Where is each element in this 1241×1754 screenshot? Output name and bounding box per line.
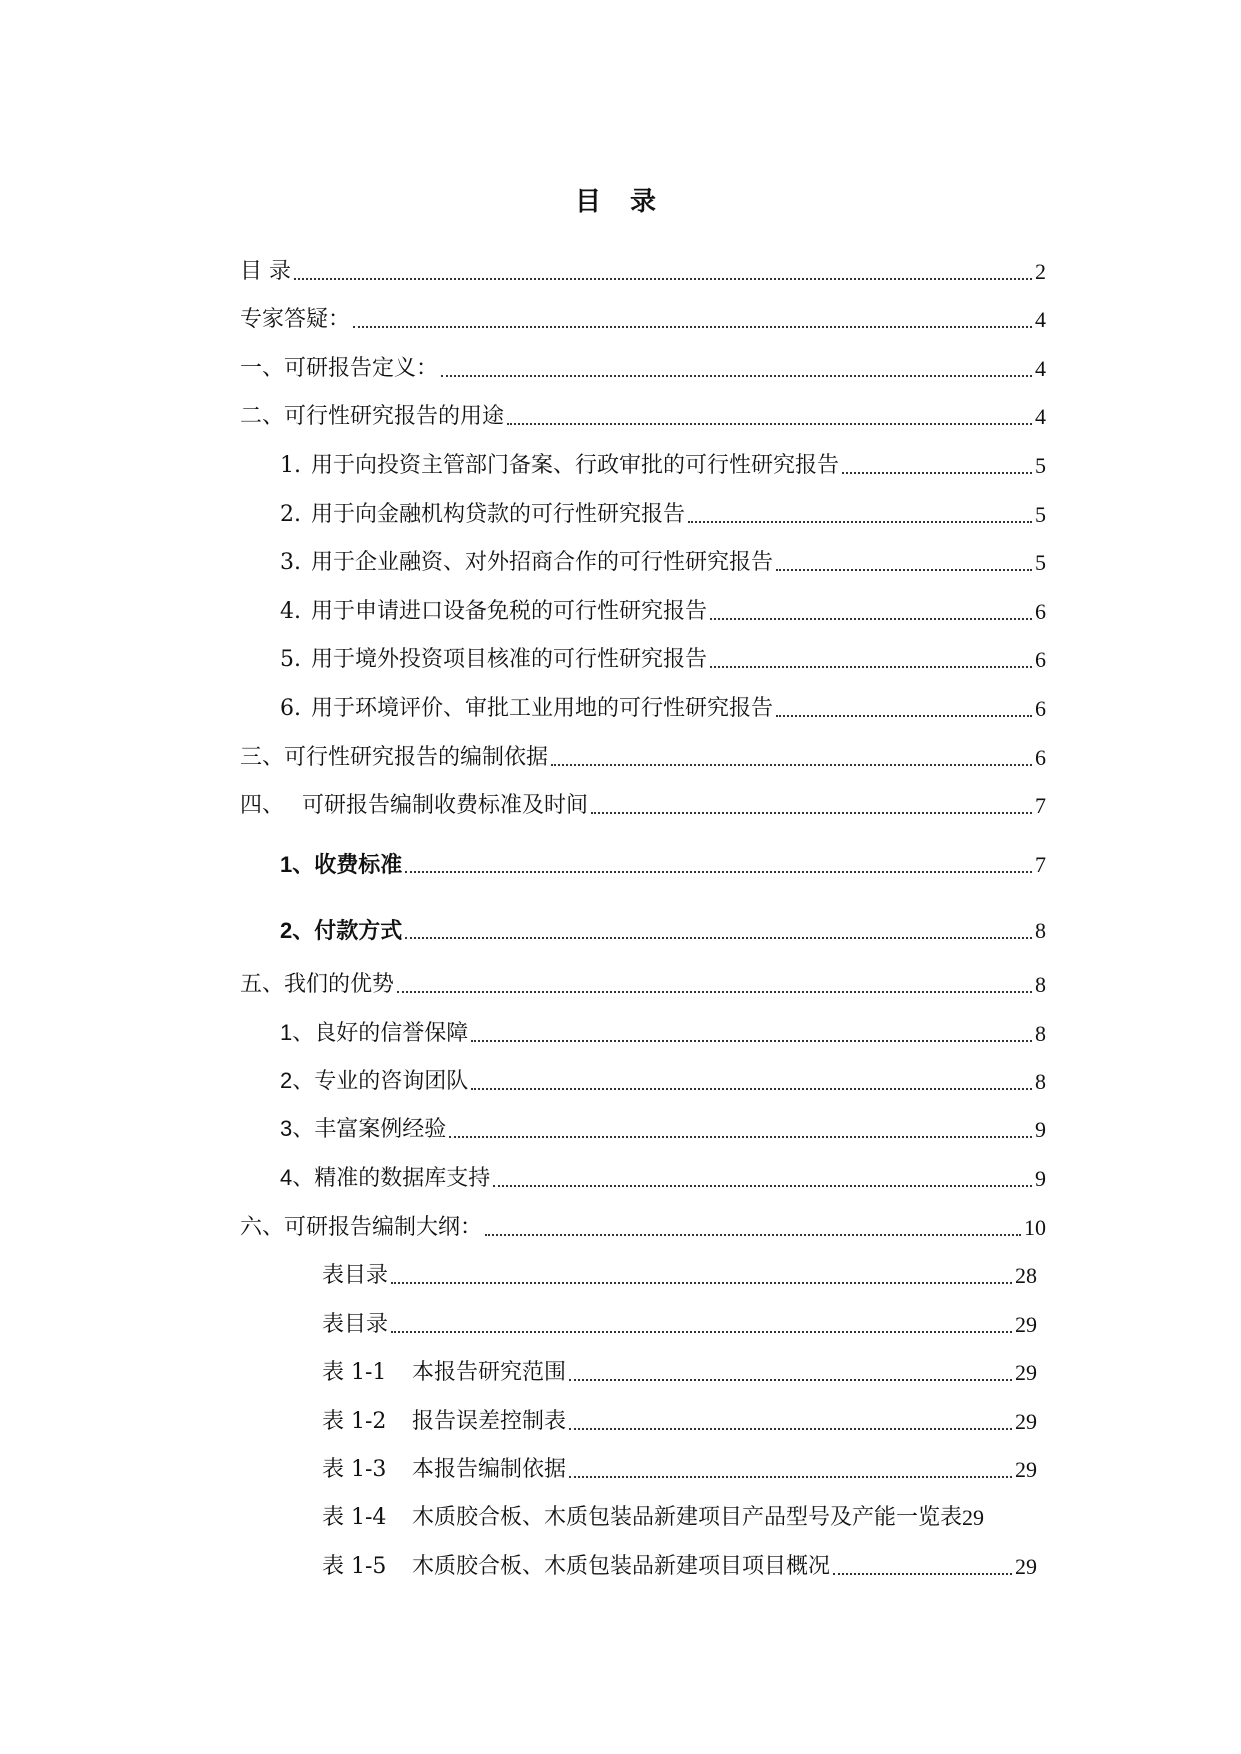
toc-entry-2-1[interactable] [280,451,1046,481]
toc-entry-number: 5. [280,647,301,672]
toc-entry-2-2[interactable] [280,500,1046,530]
toc-entry-text: 二、可行性研究报告的用途 [240,404,505,429]
toc-entry-2-4[interactable] [280,597,1046,627]
toc-entry-text: 专家答疑： [240,307,351,332]
toc-page-number: 8 [1035,1021,1046,1046]
toc-entry-text: 付款方式 [314,918,403,944]
toc-entry-number: 2. [280,502,301,527]
toc-page-number: 29 [1015,1360,1037,1385]
toc-entry-contents[interactable] [240,257,1046,287]
toc-entry-section-3[interactable] [240,743,1046,773]
toc-entry-5-1[interactable] [280,1019,1046,1049]
toc-page-number: 9 [1035,1117,1046,1142]
toc-entry-number: 4、 [280,1165,315,1190]
toc-leader-dots [833,1573,1012,1575]
toc-entry-4-1[interactable] [280,850,1046,880]
toc-leader-dots [569,1379,1012,1381]
toc-entry-table-1-4[interactable] [322,1503,1051,1533]
toc-entry-label [280,850,402,880]
toc-page-number: 5 [1035,502,1046,527]
toc-entry-text: 表目录 [322,1263,389,1288]
toc-entry-text: 木质胶合板、木质包装品新建项目项目概况 [412,1554,831,1579]
toc-leader-dots [776,715,1032,717]
toc-entry-2-3[interactable] [280,548,1046,578]
toc-entry-section-4[interactable] [240,791,1046,821]
toc-page-number: 8 [1035,972,1046,997]
toc-entry-text: 表目录 [322,1312,389,1337]
toc-entry-label [322,1552,830,1582]
toc-entry-label [322,1358,566,1388]
toc-leader-dots [842,472,1032,474]
toc-entry-label [280,916,402,946]
toc-leader-dots [294,278,1032,280]
toc-entry-table-index[interactable] [322,1310,1037,1340]
toc-page-number: 28 [1015,1263,1037,1288]
toc-leader-dots [449,1136,1032,1138]
toc-entry-table-number: 表 1-1 [322,1360,387,1385]
toc-leader-dots [471,1088,1032,1090]
toc-page-number: 4 [1035,307,1046,332]
toc-page-number: 8 [1035,1069,1046,1094]
toc-page-number: 2 [1035,259,1046,284]
toc-entry-table-1-5[interactable] [322,1552,1037,1582]
toc-entry-section-2[interactable] [240,402,1046,432]
toc-entry-table-1-2[interactable] [322,1407,1037,1437]
toc-page-number: 4 [1035,356,1046,381]
toc-entry-label [322,1503,962,1533]
toc-entry-table-number: 表 1-3 [322,1457,387,1482]
toc-entry-text: 报告误差控制表 [412,1409,567,1434]
toc-entry-table-number: 表 1-2 [322,1409,387,1434]
toc-entry-expert-qa[interactable] [240,305,1046,335]
toc-leader-dots [776,569,1032,571]
toc-entry-label [280,645,707,675]
toc-page-number: 4 [1035,404,1046,429]
toc-entry-text: 用于向投资主管部门备案、行政审批的可行性研究报告 [311,453,840,478]
toc-leader-dots [551,764,1032,766]
toc-leader-dots [688,521,1032,523]
toc-entry-label [322,1455,566,1485]
toc-entry-text: 本报告编制依据 [412,1457,567,1482]
toc-leader-dots [353,326,1032,328]
toc-page-number: 5 [1035,550,1046,575]
toc-leader-dots [493,1185,1032,1187]
toc-leader-dots [591,812,1032,814]
toc-entry-section-5[interactable] [240,970,1046,1000]
toc-entry-text: 收费标准 [314,852,403,878]
toc-entry-text: 木质胶合板、木质包装品新建项目产品型号及产能一览表 [412,1505,963,1530]
toc-entry-number: 6. [280,696,301,721]
toc-entry-4-2[interactable] [280,916,1046,946]
toc-entry-text: 五、我们的优势 [240,972,395,997]
toc-page-number: 10 [1024,1215,1046,1240]
toc-entry-2-5[interactable] [280,645,1046,675]
toc-entry-5-3[interactable] [280,1115,1046,1145]
toc-entry-label [280,1163,490,1194]
toc-page-number: 29 [962,1505,985,1530]
toc-entry-label [280,1018,468,1049]
toc-entry-text: 用于企业融资、对外招商合作的可行性研究报告 [311,550,774,575]
toc-entry-label [240,791,588,821]
toc-entry-text: 可研报告编制收费标准及时间 [302,793,589,818]
toc-entry-5-2[interactable] [280,1067,1046,1097]
toc-entry-text: 用于环境评价、审批工业用地的可行性研究报告 [311,696,774,721]
toc-leader-dots [569,1476,1012,1478]
toc-leader-dots [391,1331,1012,1333]
toc-entry-text: 丰富案例经验 [314,1117,447,1142]
toc-entry-label [280,1066,468,1097]
toc-entry-label [280,694,773,724]
toc-entry-text: 良好的信誉保障 [314,1021,469,1046]
toc-entry-number: 3. [280,550,301,575]
toc-entry-number: 1、 [280,1020,315,1045]
toc-entry-table-number: 表 1-5 [322,1554,387,1579]
toc-leader-dots [471,1040,1032,1042]
toc-entry-number: 3、 [280,1116,315,1141]
toc-entry-table-1-3[interactable] [322,1455,1037,1485]
toc-entry-label [280,597,707,627]
toc-entry-number: 2、 [280,1068,315,1093]
toc-leader-dots [710,618,1032,620]
toc-entry-label [280,1114,446,1145]
toc-entry-text: 本报告研究范围 [412,1360,567,1385]
toc-leader-dots [710,666,1032,668]
toc-entry-text: 专业的咨询团队 [314,1069,469,1094]
toc-page-number: 6 [1035,647,1046,672]
toc-page-number: 7 [1035,852,1046,877]
toc-entry-label [280,451,839,481]
toc-leader-dots [485,1234,1021,1236]
toc-page-number: 8 [1035,918,1046,943]
toc-entry-number: 2、 [280,918,315,943]
toc-entry-2-6[interactable] [280,694,1046,724]
toc-entry-number: 1. [280,453,301,478]
toc-entry-section-6[interactable] [240,1213,1046,1243]
toc-entry-number: 四、 [240,793,285,818]
toc-entry-label [280,548,773,578]
toc-leader-dots [569,1428,1012,1430]
toc-entry-text: 用于向金融机构贷款的可行性研究报告 [311,502,686,527]
toc-entry-label [322,1407,566,1437]
toc-entry-section-1[interactable] [240,354,1046,384]
toc-entry-text: 用于申请进口设备免税的可行性研究报告 [311,599,708,624]
toc-entry-5-4[interactable] [280,1164,1046,1194]
toc-page-number: 6 [1035,599,1046,624]
toc-entry-table-number: 表 1-4 [322,1505,387,1530]
toc-entry-text: 精准的数据库支持 [314,1166,491,1191]
toc-leader-dots [391,1282,1012,1284]
toc-leader-dots [507,423,1032,425]
toc-leader-dots [405,937,1032,939]
toc-page-number: 29 [1015,1312,1037,1337]
toc-entry-table-1-1[interactable] [322,1358,1037,1388]
toc-entry-number: 4. [280,599,301,624]
toc-page-number: 9 [1035,1166,1046,1191]
toc-page-number: 6 [1035,696,1046,721]
toc-page-number: 7 [1035,793,1046,818]
toc-entry-number: 1、 [280,852,315,877]
toc-entry-text: 三、可行性研究报告的编制依据 [240,745,549,770]
toc-entry-table-index[interactable] [322,1261,1037,1291]
toc-page-number: 5 [1035,453,1046,478]
toc-entry-text: 六、可研报告编制大纲： [240,1215,483,1240]
toc-page-number: 29 [1015,1457,1037,1482]
toc-entry-text: 一、可研报告定义： [240,356,439,381]
toc-leader-dots [397,991,1032,993]
toc-entry-text: 目 录 [240,259,291,284]
toc-leader-dots [441,375,1032,377]
toc-leader-dots [405,871,1032,873]
toc-page-number: 29 [1015,1554,1037,1579]
page-title: 目 录 [574,187,667,217]
toc-entry-text: 用于境外投资项目核准的可行性研究报告 [311,647,708,672]
toc-page-number: 29 [1015,1409,1037,1434]
toc-entry-label [280,500,685,530]
toc-page-number: 6 [1035,745,1046,770]
